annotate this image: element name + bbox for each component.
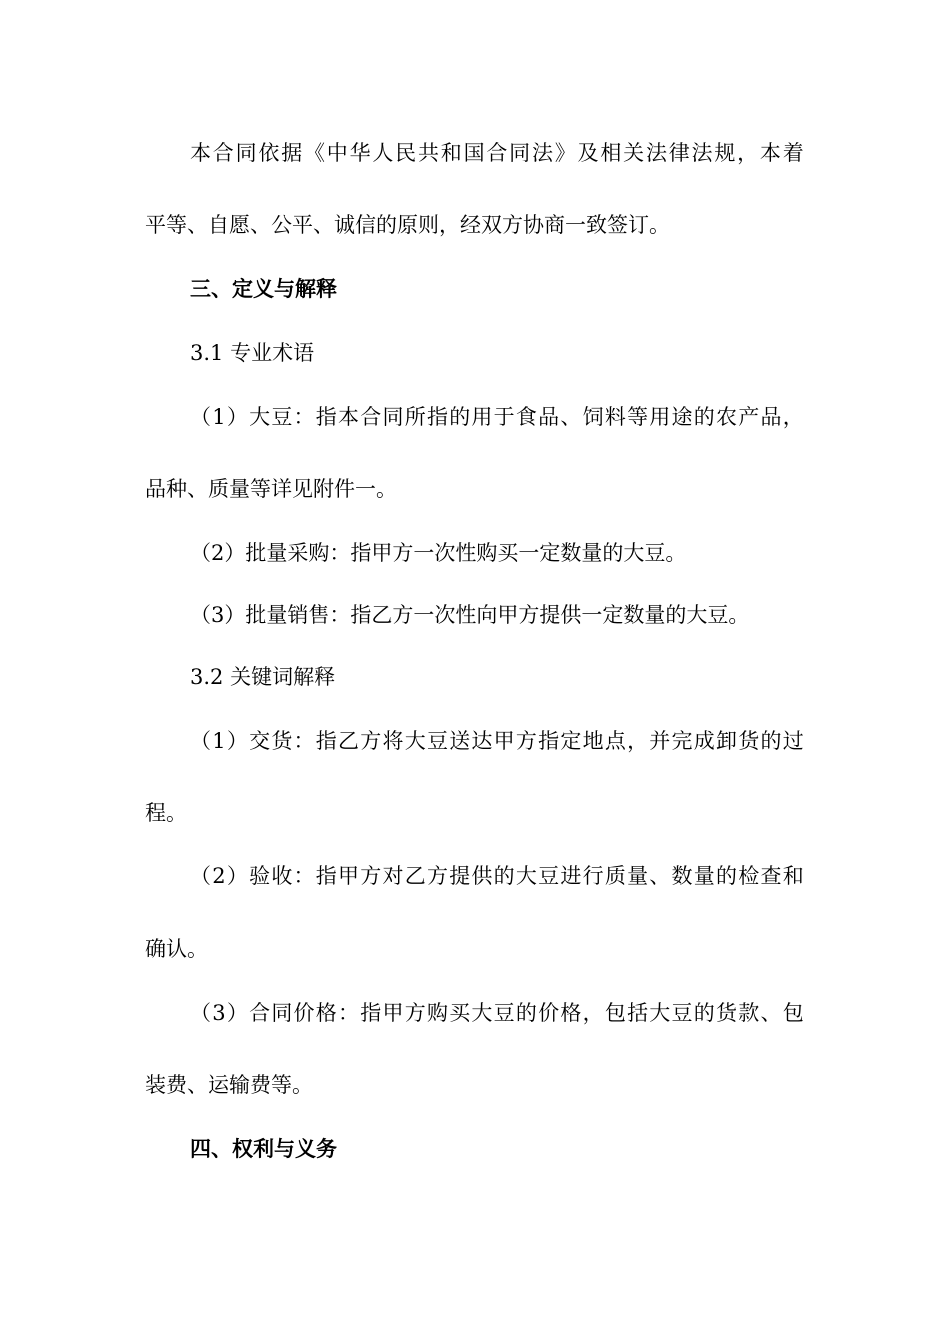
- subsection-heading-terms: 3.1 专业术语: [190, 341, 315, 365]
- definition-soybean-line-2: 品种、质量等详见附件一。: [145, 477, 397, 501]
- definition-bulk-sale: （3）批量销售：指乙方一次性向甲方提供一定数量的大豆。: [190, 603, 750, 627]
- definition-acceptance-line-2: 确认。: [145, 937, 208, 961]
- paragraph-intro-line-1: 本 合 同 依 据 《 中 华 人 民 共 和 国 合 同 法 》 及 相 关 法 律 法 规 ， 本 着: [190, 141, 804, 165]
- subsection-heading-keywords: 3.2 关键词解释: [190, 665, 336, 689]
- definition-acceptance-line-1: （ 2 ） 验 收 ： 指 甲 方 对 乙 方 提 供 的 大 豆 进 行 质 量 、 数 量 的 检 查 和: [190, 864, 804, 888]
- definition-contract-price-line-2: 装费、运输费等。: [145, 1073, 313, 1097]
- definition-delivery-line-2: 程。: [145, 801, 187, 825]
- section-heading-rights-obligations: 四、权利与义务: [190, 1136, 337, 1161]
- definition-contract-price-line-1: （ 3 ） 合 同 价 格 ： 指 甲 方 购 买 大 豆 的 价 格 ， 包 括 大 豆 的 货 款 、 包: [190, 1001, 804, 1025]
- definition-soybean-line-1: （ 1 ） 大 豆 ： 指 本 合 同 所 指 的 用 于 食 品 、 饲 料 等 用 途 的 农 产 品 ，: [190, 405, 804, 429]
- paragraph-intro-line-2: 平等、自愿、公平、诚信的原则，经双方协商一致签订。: [145, 213, 670, 237]
- definition-delivery-line-1: （ 1 ） 交 货 ： 指 乙 方 将 大 豆 送 达 甲 方 指 定 地 点 ， 并 完 成 卸 货 的 过: [190, 729, 804, 753]
- definition-bulk-purchase: （2）批量采购：指甲方一次性购买一定数量的大豆。: [190, 541, 687, 565]
- section-heading-definitions: 三、定义与解释: [190, 276, 337, 301]
